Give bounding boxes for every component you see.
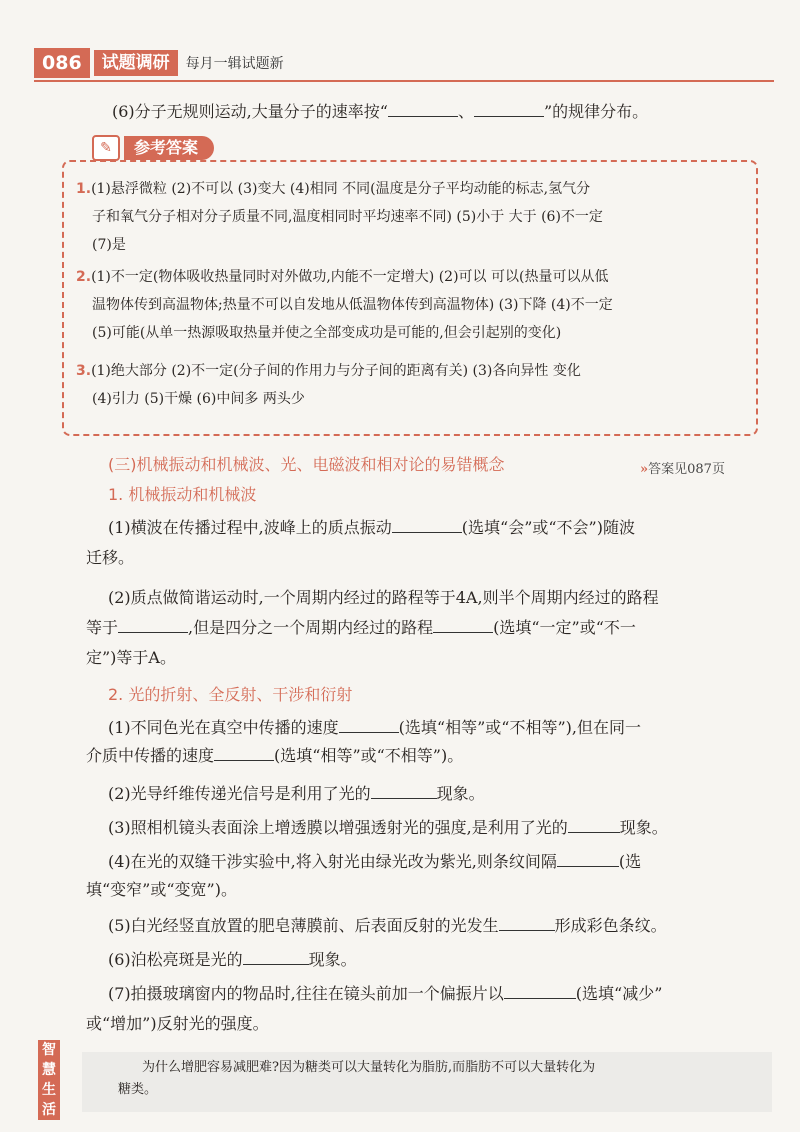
answer-reference[interactable]: »答案见087页 bbox=[640, 462, 725, 477]
answer-1-line-2: 子和氧气分子相对分子质量不同,温度相同时平均速率不同) (5)小于 大于 (6)不一定 bbox=[92, 209, 603, 225]
part-2-q3: (3)照相机镜头表面涂上增透膜以增强透射光的强度,是利用了光的 现象。 bbox=[108, 818, 668, 837]
footer-tip-line-2: 糖类。 bbox=[118, 1082, 158, 1097]
part-1-title: 1. 机械振动和机械波 bbox=[108, 485, 257, 504]
answer-blank[interactable] bbox=[388, 102, 458, 117]
answer-blank[interactable] bbox=[371, 784, 437, 799]
part-2-q1: (1)不同色光在真空中传播的速度 (选填“相等”或“不相等”),但在同一 bbox=[108, 718, 641, 737]
part-2-q1-cont: 介质中传播的速度 (选填“相等”或“不相等”)。 bbox=[86, 746, 464, 765]
answer-blank[interactable] bbox=[504, 984, 576, 999]
answer-blank[interactable] bbox=[568, 818, 620, 833]
answer-blank[interactable] bbox=[474, 102, 544, 117]
part-1-q1-cont: 迁移。 bbox=[86, 548, 135, 567]
footer-tip-line-1: 为什么增肥容易减肥难?因为糖类可以大量转化为脂肪,而脂肪不可以大量转化为 bbox=[142, 1060, 596, 1075]
part-2-q2: (2)光导纤维传递光信号是利用了光的 现象。 bbox=[108, 784, 485, 803]
answer-blank[interactable] bbox=[339, 718, 399, 733]
answer-3: 3.(1)绝大部分 (2)不一定(分子间的作用力与分子间的距离有关) (3)各向异性 变化 bbox=[76, 363, 581, 379]
answers-title: 参考答案 bbox=[124, 136, 214, 160]
part-2-q7-cont: 或“增加”)反射光的强度。 bbox=[86, 1014, 269, 1033]
answer-1: 1.(1)悬浮微粒 (2)不可以 (3)变大 (4)相同 不同(温度是分子平均动能的标志,氢气分 bbox=[76, 181, 591, 197]
part-1-q1: (1)横波在传播过程中,波峰上的质点振动 (选填“会”或“不会”)随波 bbox=[108, 518, 635, 537]
answer-3-line-2: (4)引力 (5)干燥 (6)中间多 两头少 bbox=[92, 391, 305, 407]
page-number: 086 bbox=[34, 48, 90, 78]
part-1-q2: (2)质点做简谐运动时,一个周期内经过的路程等于4A,则半个周期内经过的路程 bbox=[108, 588, 659, 607]
pencil-icon: ✎ bbox=[92, 135, 120, 161]
answer-blank[interactable] bbox=[433, 618, 493, 633]
answer-1-line-3: (7)是 bbox=[92, 237, 126, 253]
answer-blank[interactable] bbox=[392, 518, 462, 533]
part-2-q6: (6)泊松亮斑是光的 现象。 bbox=[108, 950, 357, 969]
header-divider bbox=[34, 80, 774, 82]
part-1-q2-cont: 等于 ,但是四分之一个周期内经过的路程 (选填“一定”或“不一 bbox=[86, 618, 636, 637]
answer-blank[interactable] bbox=[214, 746, 274, 761]
answer-2-line-2: 温物体传到高温物体;热量不可以自发地从低温物体传到高温物体) (3)下降 (4)不一定 bbox=[92, 297, 613, 313]
answer-blank[interactable] bbox=[243, 950, 309, 965]
footer-side-label: 智慧生活 bbox=[38, 1040, 60, 1120]
answer-2-line-3: (5)可能(从单一热源吸取热量并使之全部变成功是可能的,但会引起别的变化) bbox=[92, 325, 562, 341]
answer-blank[interactable] bbox=[499, 916, 555, 931]
part-2-q4: (4)在光的双缝干涉实验中,将入射光由绿光改为紫光,则条纹间隔 (选 bbox=[108, 852, 642, 871]
part-2-title: 2. 光的折射、全反射、干涉和衍射 bbox=[108, 685, 353, 704]
part-2-q4-cont: 填“变窄”或“变宽”)。 bbox=[86, 880, 237, 899]
answer-blank[interactable] bbox=[118, 618, 188, 633]
answers-header bbox=[92, 134, 214, 162]
part-1-q2-end: 定”)等于A。 bbox=[86, 648, 176, 667]
answer-2: 2.(1)不一定(物体吸收热量同时对外做功,内能不一定增大) (2)可以 可以(热量可以从低 bbox=[76, 269, 609, 285]
header-subtitle: 每月一辑试题新 bbox=[185, 56, 284, 72]
question-6-top: (6)分子无规则运动,大量分子的速率按“ 、 ”的规律分布。 bbox=[112, 102, 649, 121]
page-header bbox=[34, 48, 284, 78]
section-3-title: (三)机械振动和机械波、光、电磁波和相对论的易错概念 bbox=[108, 455, 505, 474]
part-2-q5: (5)白光经竖直放置的肥皂薄膜前、后表面反射的光发生 形成彩色条纹。 bbox=[108, 916, 667, 935]
part-2-q7: (7)拍摄玻璃窗内的物品时,往往在镜头前加一个偏振片以 (选填“减少” bbox=[108, 984, 663, 1003]
answer-blank[interactable] bbox=[557, 852, 619, 867]
section-label: 试题调研 bbox=[94, 50, 178, 76]
